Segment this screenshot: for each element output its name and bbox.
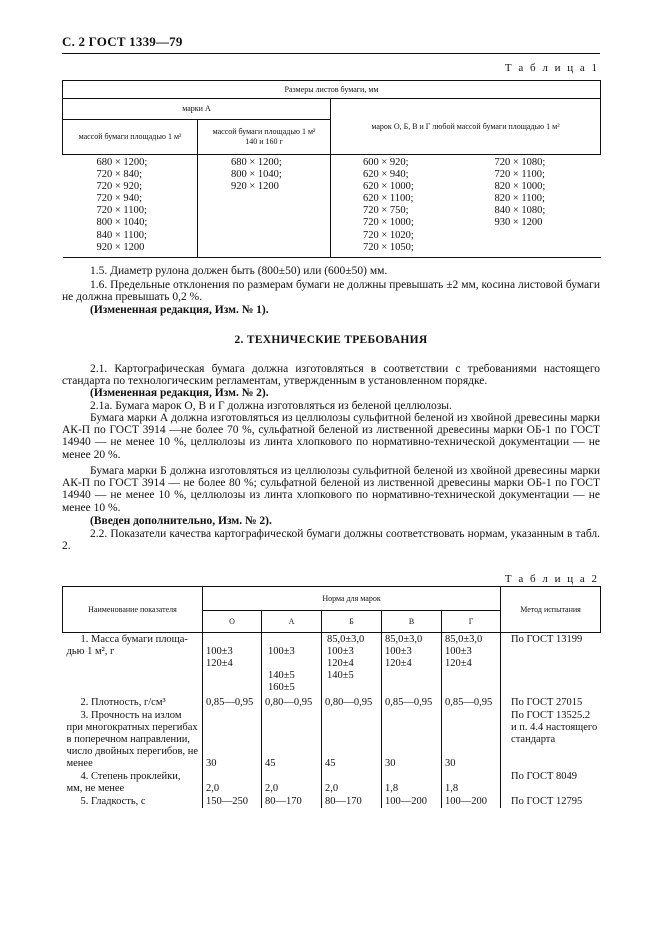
header-rule <box>62 53 600 54</box>
grade-a-head: А <box>262 611 322 633</box>
size-item: 620 × 940; <box>363 169 409 181</box>
amendment-note-1: (Измененная редакция, Изм. № 1). <box>90 304 269 316</box>
value-grade-v: 100—200 <box>382 795 442 808</box>
value-grade-b: 80—170 <box>322 795 382 808</box>
table-row <box>63 709 601 770</box>
introduced-note: (Введен дополнительно, Изм. № 2). <box>90 515 272 527</box>
size-item: 600 × 920; <box>363 157 409 168</box>
size-item: 840 × 1080; <box>494 205 546 217</box>
paragraph-1-6: 1.6. Предельные отклонения по размерам бумаги не должны превышать ±2 мм, косина листовой бумаги не должна превышать 0,2 %. <box>62 279 600 304</box>
grade-g-head: Г <box>442 611 501 633</box>
test-method: По ГОСТ 12795 <box>511 796 583 807</box>
indicator-name: 3. Прочность на излом при многократных перегибах в поперечном направлении, число двойных перегибов, не менее <box>63 709 203 770</box>
table-row <box>63 694 601 709</box>
value-grade-b: 0,80—0,95 <box>322 694 382 709</box>
test-method: По ГОСТ 13199 <box>511 634 583 645</box>
table-row <box>63 770 601 795</box>
table2-caption: Т а б л и ц а 2 <box>504 573 599 585</box>
paragraph-2-1a: 2.1а. Бумага марок О, В и Г должна изготовляться из беленой целлюлозы. <box>90 400 452 412</box>
value-grade-g: 0,85—0,95 <box>442 694 501 709</box>
value-grade-a: 80—170 <box>262 795 322 808</box>
table1-col2 <box>198 155 331 258</box>
size-item: 720 × 1050; <box>363 241 414 253</box>
size-item: 930 × 1200 <box>494 217 543 229</box>
size-item: 820 × 1100; <box>494 193 545 205</box>
test-method: По ГОСТ 8049 <box>511 771 578 782</box>
size-item: 680 × 1200; <box>96 157 148 168</box>
value-grade-a: 0,80—0,95 <box>262 694 322 709</box>
size-item: 720 × 920; <box>96 181 143 193</box>
size-item: 720 × 1020; <box>363 229 414 241</box>
table1-col3-head: марок О, Б, В и Г любой массой бумаги площадью 1 м² <box>331 99 601 155</box>
size-item: 720 × 1100; <box>96 205 147 217</box>
section-2-title: 2. ТЕХНИЧЕСКИЕ ТРЕБОВАНИЯ <box>234 334 428 346</box>
value-grade-b: 45 <box>322 709 382 770</box>
paragraph-2-1: 2.1. Картографическая бумага должна изготовляться в соответствии с требованиями настоящего стандарта по технологическим регламентам, утвержденным в установленном порядке. <box>62 363 600 388</box>
table-row <box>63 633 601 695</box>
table2 <box>62 586 601 808</box>
table2-head-norm: Норма для марок <box>203 587 501 611</box>
size-item: 800 × 1040; <box>96 217 148 229</box>
grade-v-head: В <box>382 611 442 633</box>
table2-head-method: Метод испытания <box>501 587 601 633</box>
size-item: 720 × 1000; <box>363 217 414 229</box>
paragraph-1-5: 1.5. Диаметр рулона должен быть (800±50) или (600±50) мм. <box>90 265 388 277</box>
grade-b-head: Б <box>322 611 382 633</box>
value-grade-o: 100±3 120±4 <box>203 633 262 695</box>
value-grade-b: 2,0 <box>322 770 382 795</box>
table1 <box>62 80 601 258</box>
indicator-name: 1. Масса бумаги площа- дью 1 м², г <box>63 633 203 695</box>
size-item: 720 × 1100; <box>494 169 545 181</box>
size-item: 680 × 1200; <box>231 157 282 168</box>
size-item: 620 × 1000; <box>363 181 414 193</box>
value-grade-g: 85,0±3,0 100±3 120±4 <box>442 633 501 695</box>
value-grade-v: 0,85—0,95 <box>382 694 442 709</box>
value-grade-g: 100—200 <box>442 795 501 808</box>
paragraph-2-2: 2.2. Показатели качества картографической бумаги должны соответствовать нормам, указанным в табл. 2. <box>62 528 600 553</box>
table-row <box>63 795 601 808</box>
table1-col1-head: массой бумаги площадью 1 м² <box>63 120 198 155</box>
size-item: 620 × 1100; <box>363 193 414 205</box>
amendment-note-2: (Измененная редакция, Изм. № 2). <box>90 387 269 399</box>
value-grade-a: 100±3 140±5 160±5 <box>262 633 322 695</box>
value-grade-g: 1,8 <box>442 770 501 795</box>
indicator-name: 5. Гладкость, с <box>63 795 203 808</box>
size-item: 920 × 1200 <box>231 181 279 193</box>
size-item: 920 × 1200 <box>96 241 145 253</box>
value-grade-a: 2,0 <box>262 770 322 795</box>
value-grade-o: 2,0 <box>203 770 262 795</box>
size-item: 820 × 1000; <box>494 181 546 193</box>
paragraph-grade-a: Бумага марки А должна изготовляться из целлюлозы сульфитной беленой из хвойной древесины марки АК-П по ГОСТ 3914 —не более 70 %, сульфатной беленой из лиственной древесины марки ОБ-1 по ГОСТ 14940 — не менее 10 %, целлюлозы из линта хлопкового по нормативно-технической документации — не менее 20 %. <box>62 412 600 461</box>
table1-col3a <box>331 155 466 258</box>
value-grade-v: 85,0±3,0 100±3 120±4 <box>382 633 442 695</box>
size-item: 800 × 1040; <box>231 169 282 181</box>
table1-col1 <box>63 155 198 258</box>
value-grade-a: 45 <box>262 709 322 770</box>
value-grade-b: 85,0±3,0 100±3 120±4 140±5 <box>322 633 382 695</box>
indicator-name: 4. Степень проклейки, мм, не менее <box>63 770 203 795</box>
value-grade-v: 1,8 <box>382 770 442 795</box>
table1-title: Размеры листов бумаги, мм <box>63 81 601 99</box>
value-grade-o: 0,85—0,95 <box>203 694 262 709</box>
size-item: 840 × 1100; <box>96 229 147 241</box>
size-item: 720 × 940; <box>96 193 143 205</box>
value-grade-o: 150—250 <box>203 795 262 808</box>
table1-group-a: марки А <box>63 99 331 120</box>
value-grade-g: 30 <box>442 709 501 770</box>
grade-o-head: О <box>203 611 262 633</box>
paragraph-grade-b: Бумага марки Б должна изготовляться из целлюлозы сульфитной беленой из хвойной древесины марки АК-П по ГОСТ 3914 — не более 80 %; сульфатной беленой из лиственной древесины марки ОБ-1 по ГОСТ 14940 — не менее 10 %, целлюлозы из линта хлопкового по нормативно-технической документации — не менее 10 %. <box>62 465 600 514</box>
value-grade-v: 30 <box>382 709 442 770</box>
size-item: 720 × 840; <box>96 169 143 181</box>
test-method: По ГОСТ 27015 <box>511 697 583 708</box>
table1-col2-head: массой бумаги площадью 1 м² 140 и 160 г <box>198 120 331 155</box>
size-item: 720 × 1080; <box>494 157 546 168</box>
table2-head-name: Наименование показателя <box>63 587 203 633</box>
page-header: С. 2 ГОСТ 1339—79 <box>62 34 183 49</box>
table1-col3b <box>466 155 601 258</box>
test-method: По ГОСТ 13525.2 и п. 4.4 настоящего стандарта <box>511 710 598 745</box>
table1-caption: Т а б л и ц а 1 <box>504 62 599 74</box>
size-item: 720 × 750; <box>363 205 409 217</box>
value-grade-o: 30 <box>203 709 262 770</box>
indicator-name: 2. Плотность, г/см³ <box>63 694 203 709</box>
